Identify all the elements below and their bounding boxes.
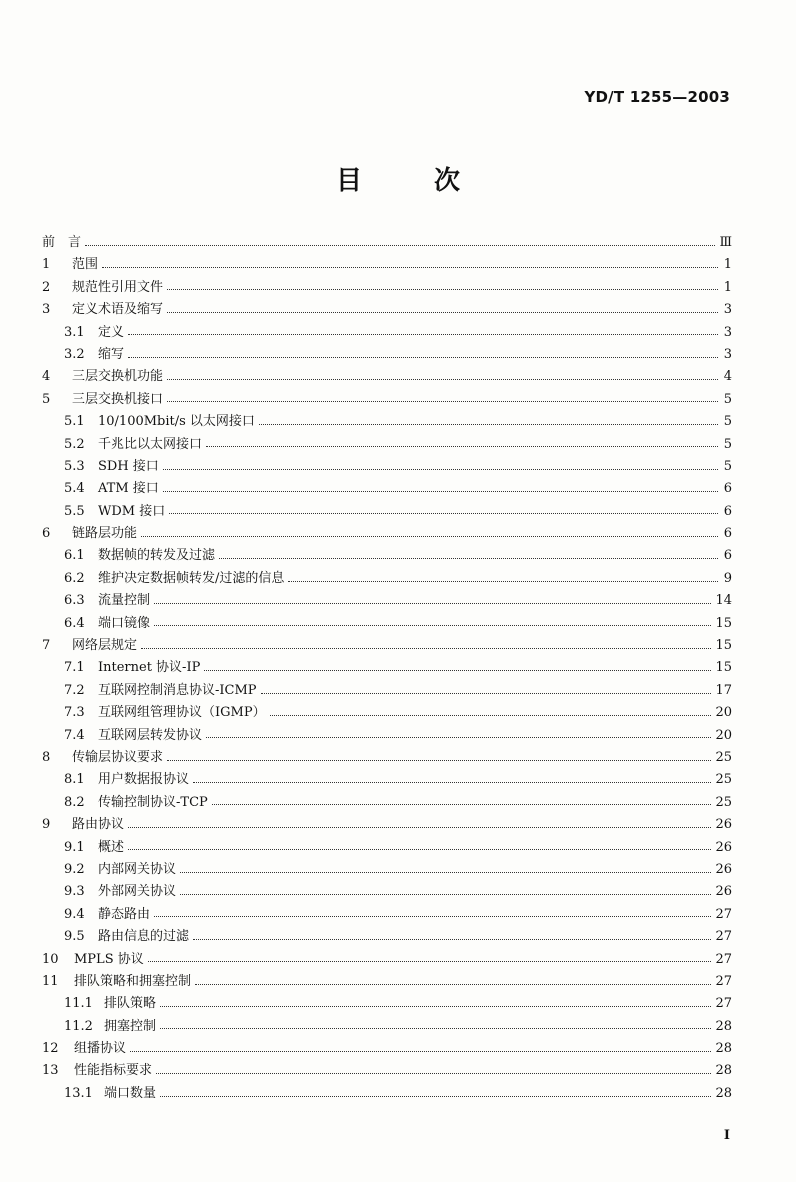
toc-entry-label: 维护决定数据帧转发/过滤的信息 <box>98 570 285 586</box>
toc-entry[interactable] <box>42 725 732 747</box>
toc-leader-dots <box>261 685 712 694</box>
toc-entry-page: 20 <box>715 727 732 743</box>
toc-entry[interactable] <box>42 277 732 299</box>
toc-entry[interactable] <box>42 411 732 433</box>
toc-entry-label: 三层交换机功能 <box>72 369 164 385</box>
toc-leader-dots <box>128 841 711 850</box>
toc-entry-number: 3.1 <box>64 324 85 340</box>
toc-entry-label: 互联网控制消息协议-ICMP <box>98 682 257 698</box>
toc-entry-page: 25 <box>715 749 732 765</box>
toc-entry-page: 3 <box>723 324 732 340</box>
toc-leader-dots <box>270 707 712 716</box>
toc-entry-label: 流量控制 <box>98 593 151 609</box>
toc-entry-number: 5.2 <box>64 436 85 452</box>
toc-entry-label: MPLS 协议 <box>74 951 144 967</box>
toc-entry[interactable] <box>42 523 732 545</box>
toc-entry-number: 10 <box>42 951 59 967</box>
toc-leader-dots <box>259 416 718 425</box>
toc-entry-number: 11.2 <box>64 1018 93 1034</box>
toc-entry-number: 9 <box>42 817 51 833</box>
toc-entry[interactable] <box>42 456 732 478</box>
toc-entry-label: ATM 接口 <box>98 481 159 497</box>
toc-entry-number: 12 <box>42 1041 59 1057</box>
toc-leader-dots <box>130 1043 711 1052</box>
toc-leader-dots <box>193 931 711 940</box>
toc-leader-dots <box>128 326 718 335</box>
toc-entry-page: 15 <box>715 660 732 676</box>
toc-leader-dots <box>180 864 711 873</box>
toc-entry-label: 链路层功能 <box>72 526 138 542</box>
toc-entry[interactable] <box>42 837 732 859</box>
toc-entry-number: 6 <box>42 526 51 542</box>
toc-entry[interactable] <box>42 792 732 814</box>
toc-entry-number: 前 言 <box>42 235 82 250</box>
toc-entry-label: 网络层规定 <box>72 638 138 654</box>
toc-entry-number: 6.1 <box>64 548 85 564</box>
toc-entry-number: 13.1 <box>64 1085 93 1101</box>
toc-entry-page: 28 <box>715 1063 732 1079</box>
toc-entry-page: 3 <box>723 302 732 318</box>
page-number: I <box>723 1128 730 1143</box>
toc-leader-dots <box>212 796 712 805</box>
toc-entry[interactable] <box>42 232 732 254</box>
toc-entry-page: 1 <box>723 279 732 295</box>
toc-entry-number: 3 <box>42 302 51 318</box>
toc-leader-dots <box>219 550 718 559</box>
toc-leader-dots <box>148 953 712 962</box>
toc-leader-dots <box>193 774 711 783</box>
toc-entry-page: 3 <box>723 346 732 362</box>
toc-entry-label: 排队策略 <box>104 996 157 1012</box>
toc-entry-label: 10/100Mbit/s 以太网接口 <box>98 414 255 430</box>
toc-leader-dots <box>167 281 718 290</box>
toc-entry[interactable] <box>42 657 732 679</box>
toc-entry-number: 8 <box>42 749 51 765</box>
toc-leader-dots <box>206 729 711 738</box>
document-id: YD/T 1255—2003 <box>584 88 730 106</box>
toc-entry-label: WDM 接口 <box>98 503 166 519</box>
toc-entry-label: 端口镜像 <box>98 615 151 631</box>
toc-entry-page: 5 <box>723 436 732 452</box>
toc-leader-dots <box>169 505 718 514</box>
toc-entry[interactable] <box>42 971 732 993</box>
toc-entry-number: 9.5 <box>64 929 85 945</box>
toc-entry-number: 9.2 <box>64 861 85 877</box>
toc-leader-dots <box>141 640 711 649</box>
toc-entry-number: 7.3 <box>64 705 85 721</box>
toc-entry-label: 路由信息的过滤 <box>98 929 190 945</box>
toc-entry[interactable] <box>42 680 732 702</box>
toc-leader-dots <box>160 1088 711 1097</box>
toc-entry-label: Internet 协议-IP <box>98 660 201 676</box>
title-char-2: 次 <box>434 166 461 196</box>
toc-leader-dots <box>102 259 718 268</box>
toc-entry[interactable] <box>42 590 732 612</box>
toc-entry-label: 缩写 <box>98 346 125 362</box>
toc-entry-page: 26 <box>715 861 732 877</box>
toc-entry-page: 1 <box>723 257 732 273</box>
toc-entry-label: 排队策略和拥塞控制 <box>74 973 192 989</box>
toc-entry-label: 路由协议 <box>72 817 125 833</box>
toc-leader-dots <box>167 752 711 761</box>
toc-entry-number: 11.1 <box>64 996 93 1012</box>
toc-leader-dots <box>163 483 718 492</box>
toc-entry[interactable] <box>42 814 732 836</box>
toc-entry[interactable] <box>42 545 732 567</box>
toc-entry-page: 26 <box>715 884 732 900</box>
toc-entry-page: 5 <box>723 391 732 407</box>
toc-entry-label: 定义 <box>98 324 125 340</box>
toc-entry-page: 26 <box>715 817 732 833</box>
toc-entry-page: 20 <box>715 705 732 721</box>
toc-entry-page: 25 <box>715 772 732 788</box>
toc-leader-dots <box>206 438 718 447</box>
toc-entry-label: 性能指标要求 <box>74 1063 153 1079</box>
toc-leader-dots <box>154 617 711 626</box>
toc-entry-number: 7.2 <box>64 682 85 698</box>
toc-entry-number: 3.2 <box>64 346 85 362</box>
toc-leader-dots <box>180 886 711 895</box>
toc-entry-number: 11 <box>42 973 59 989</box>
toc-entry-label: 三层交换机接口 <box>72 391 164 407</box>
toc-entry[interactable] <box>42 702 732 724</box>
toc-entry-number: 9.3 <box>64 884 85 900</box>
toc-entry-number: 7.1 <box>64 660 85 676</box>
toc-entry-number: 2 <box>42 279 51 295</box>
toc-entry-number: 6.3 <box>64 593 85 609</box>
toc-entry-page: Ⅲ <box>719 235 732 250</box>
toc-entry-number: 9.1 <box>64 839 85 855</box>
toc-entry-number: 6.4 <box>64 615 85 631</box>
toc-entry-label: 定义术语及缩写 <box>72 302 164 318</box>
toc-entry-page: 15 <box>715 615 732 631</box>
toc-entry-number: 4 <box>42 369 51 385</box>
toc-leader-dots <box>154 908 711 917</box>
toc-entry[interactable] <box>42 568 732 590</box>
toc-entry-label: 端口数量 <box>104 1085 157 1101</box>
toc-entry-label: SDH 接口 <box>98 458 159 474</box>
toc-leader-dots <box>167 393 718 402</box>
toc-entry-label: 概述 <box>98 839 125 855</box>
toc-entry-number: 5 <box>42 391 51 407</box>
toc-entry[interactable] <box>42 254 732 276</box>
toc-entry-label: 传输控制协议-TCP <box>98 794 208 810</box>
toc-entry[interactable] <box>42 859 732 881</box>
toc-entry[interactable] <box>42 613 732 635</box>
toc-leader-dots <box>160 1020 711 1029</box>
toc-entry-page: 6 <box>723 503 732 519</box>
toc-entry[interactable] <box>42 881 732 903</box>
toc-entry-page: 28 <box>715 1018 732 1034</box>
toc-entry-number: 1 <box>42 257 51 273</box>
toc-entry-page: 27 <box>715 951 732 967</box>
toc-entry-label: 互联网层转发协议 <box>98 727 203 743</box>
toc-entry-label: 拥塞控制 <box>104 1018 157 1034</box>
title-char-1: 目 <box>335 166 362 196</box>
toc-entry[interactable] <box>42 1060 732 1082</box>
toc-leader-dots <box>204 662 711 671</box>
toc-entry-label: 组播协议 <box>74 1041 127 1057</box>
toc-entry[interactable] <box>42 1038 732 1060</box>
toc-entry[interactable] <box>42 299 732 321</box>
toc-entry[interactable] <box>42 344 732 366</box>
toc-entry-page: 15 <box>715 638 732 654</box>
toc-entry-label: 数据帧的转发及过滤 <box>98 548 216 564</box>
toc-entry[interactable] <box>42 769 732 791</box>
toc-entry[interactable] <box>42 389 732 411</box>
toc-leader-dots <box>167 304 718 313</box>
toc-entry-label: 互联网组管理协议（IGMP） <box>98 705 266 721</box>
toc-leader-dots <box>195 976 711 985</box>
toc-entry[interactable] <box>42 1016 732 1038</box>
toc-entry-page: 25 <box>715 794 732 810</box>
toc-entry[interactable] <box>42 322 732 344</box>
toc-entry-label: 内部网关协议 <box>98 861 177 877</box>
toc-entry[interactable] <box>42 926 732 948</box>
toc-entry-page: 6 <box>723 526 732 542</box>
toc-entry[interactable] <box>42 366 732 388</box>
toc-entry-page: 6 <box>723 548 732 564</box>
table-of-contents <box>42 232 732 1105</box>
toc-entry-page: 27 <box>715 973 732 989</box>
toc-entry-number: 13 <box>42 1063 59 1079</box>
toc-entry-page: 28 <box>715 1041 732 1057</box>
toc-entry[interactable] <box>42 501 732 523</box>
toc-entry-number: 5.3 <box>64 458 85 474</box>
toc-entry-page: 4 <box>723 369 732 385</box>
toc-entry-page: 5 <box>723 458 732 474</box>
toc-entry-page: 27 <box>715 929 732 945</box>
toc-leader-dots <box>288 573 718 582</box>
toc-leader-dots <box>85 237 715 246</box>
toc-entry-page: 5 <box>723 414 732 430</box>
toc-entry-page: 27 <box>715 906 732 922</box>
toc-entry[interactable] <box>42 747 732 769</box>
toc-entry-number: 7 <box>42 638 51 654</box>
toc-entry-label: 规范性引用文件 <box>72 279 164 295</box>
toc-entry[interactable] <box>42 1083 732 1105</box>
toc-entry-page: 27 <box>715 996 732 1012</box>
toc-entry[interactable] <box>42 904 732 926</box>
toc-entry[interactable] <box>42 949 732 971</box>
page-title <box>0 160 796 197</box>
toc-leader-dots <box>154 595 711 604</box>
toc-entry-label: 千兆比以太网接口 <box>98 436 203 452</box>
toc-entry-number: 8.1 <box>64 772 85 788</box>
toc-entry-label: 传输层协议要求 <box>72 749 164 765</box>
toc-leader-dots <box>167 371 718 380</box>
toc-entry-page: 17 <box>715 682 732 698</box>
toc-entry-page: 9 <box>723 570 732 586</box>
toc-entry-number: 9.4 <box>64 906 85 922</box>
toc-entry-number: 6.2 <box>64 570 85 586</box>
toc-leader-dots <box>141 528 718 537</box>
toc-leader-dots <box>156 1065 711 1074</box>
toc-entry-label: 用户数据报协议 <box>98 772 190 788</box>
toc-leader-dots <box>128 349 718 358</box>
toc-entry-page: 6 <box>723 481 732 497</box>
toc-entry-number: 5.5 <box>64 503 85 519</box>
toc-entry-label: 范围 <box>72 257 99 273</box>
toc-entry-label: 静态路由 <box>98 906 151 922</box>
toc-entry[interactable] <box>42 993 732 1015</box>
toc-entry-page: 26 <box>715 839 732 855</box>
toc-entry[interactable] <box>42 478 732 500</box>
toc-entry-number: 8.2 <box>64 794 85 810</box>
toc-leader-dots <box>128 819 711 828</box>
toc-entry-page: 14 <box>715 593 732 609</box>
toc-leader-dots <box>160 998 711 1007</box>
toc-entry-page: 28 <box>715 1085 732 1101</box>
toc-entry[interactable] <box>42 434 732 456</box>
toc-entry[interactable] <box>42 635 732 657</box>
toc-entry-number: 5.4 <box>64 481 85 497</box>
toc-entry-number: 5.1 <box>64 414 85 430</box>
toc-entry-label: 外部网关协议 <box>98 884 177 900</box>
toc-leader-dots <box>163 461 718 470</box>
toc-entry-number: 7.4 <box>64 727 85 743</box>
